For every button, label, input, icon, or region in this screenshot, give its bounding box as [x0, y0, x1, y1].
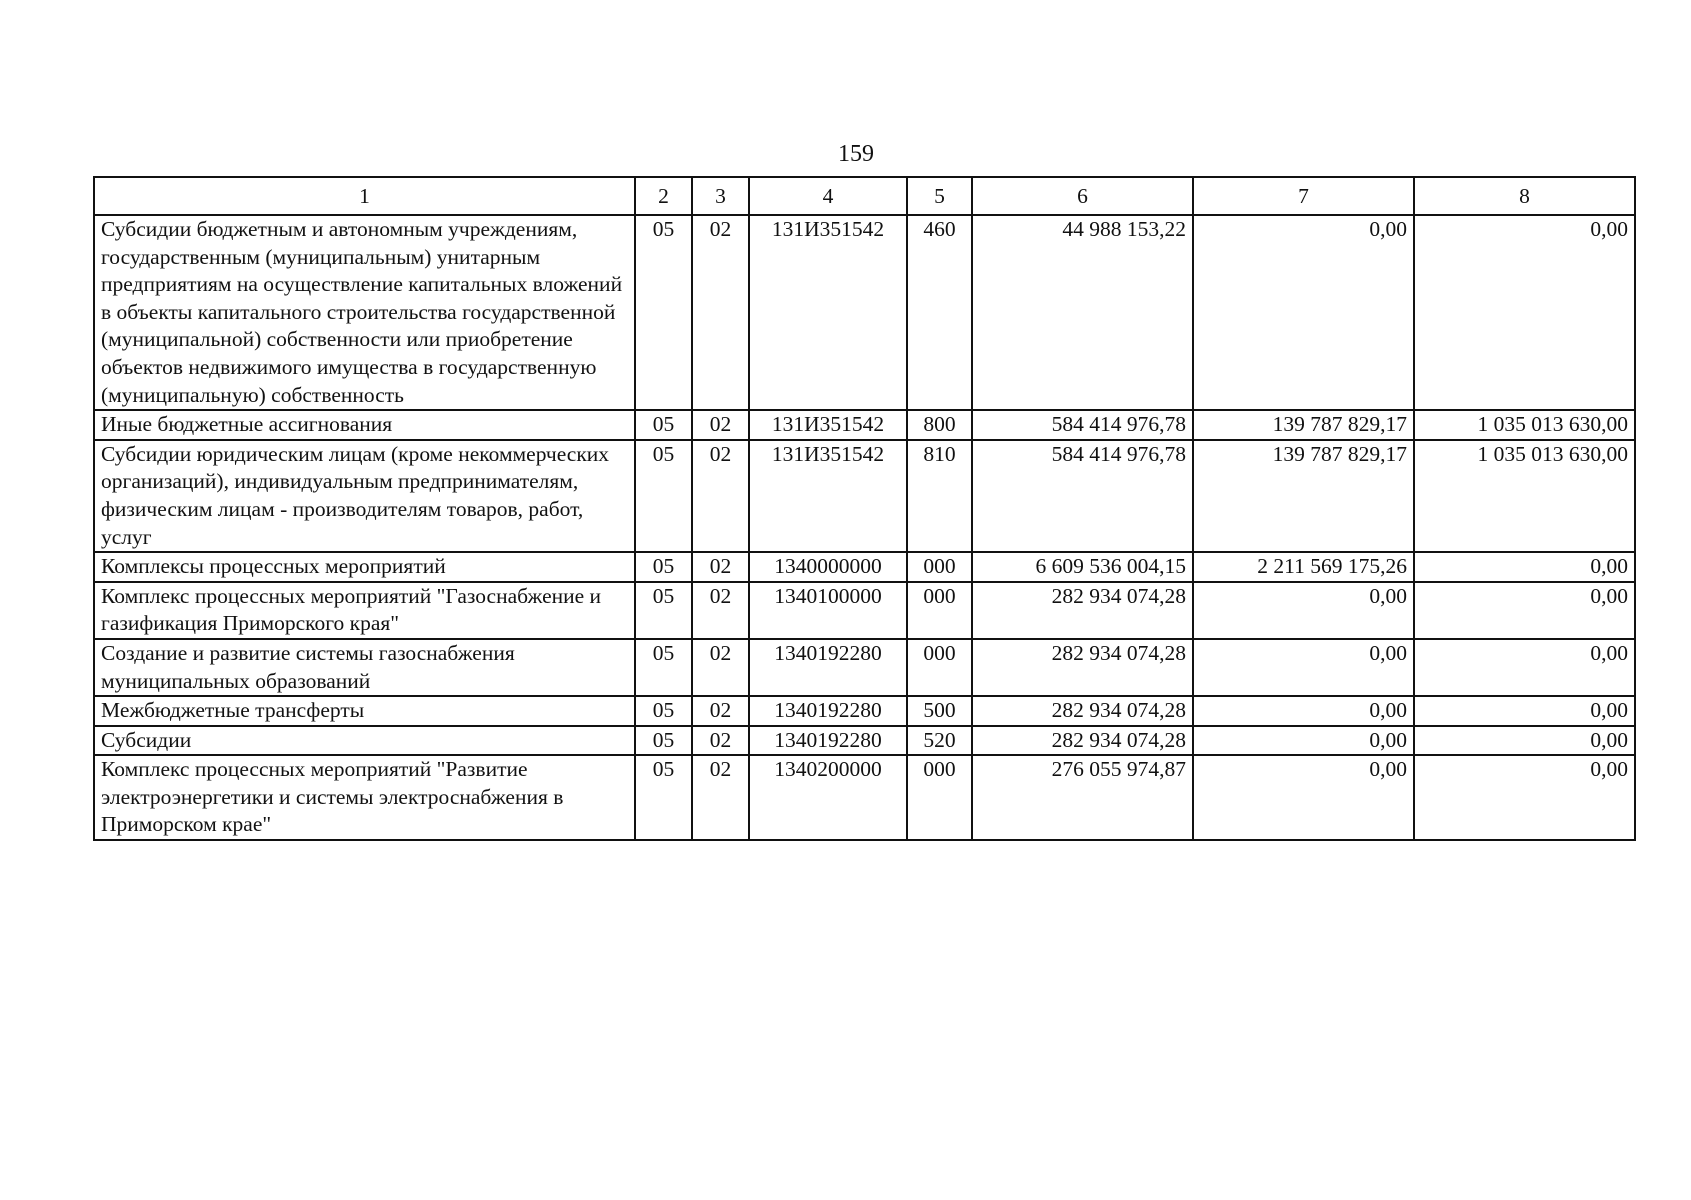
- row-section: 05: [635, 440, 692, 552]
- table-row: [94, 639, 1635, 696]
- row-subsection: 02: [692, 410, 749, 440]
- row-amount-8: 0,00: [1414, 552, 1635, 582]
- table-row: [94, 552, 1635, 582]
- row-name: Комплекс процессных мероприятий "Газоснабжение и газификация Приморского края": [94, 582, 635, 639]
- row-expense-type: 000: [907, 639, 972, 696]
- row-section: 05: [635, 755, 692, 840]
- table-row: [94, 410, 1635, 440]
- table-row: [94, 755, 1635, 840]
- row-amount-7: 139 787 829,17: [1193, 440, 1414, 552]
- row-amount-7: 0,00: [1193, 215, 1414, 410]
- budget-table: [93, 176, 1636, 841]
- header-col-6: 6: [972, 177, 1193, 215]
- header-col-7: 7: [1193, 177, 1414, 215]
- row-expense-type: 520: [907, 726, 972, 756]
- header-col-5: 5: [907, 177, 972, 215]
- page-number: 159: [838, 141, 874, 167]
- row-section: 05: [635, 639, 692, 696]
- table-row: [94, 582, 1635, 639]
- row-amount-7: 0,00: [1193, 639, 1414, 696]
- row-section: 05: [635, 726, 692, 756]
- row-expense-type: 460: [907, 215, 972, 410]
- row-amount-8: 1 035 013 630,00: [1414, 410, 1635, 440]
- table-row: [94, 726, 1635, 756]
- row-target-code: 1340200000: [749, 755, 907, 840]
- row-section: 05: [635, 552, 692, 582]
- row-target-code: 131И351542: [749, 215, 907, 410]
- row-subsection: 02: [692, 639, 749, 696]
- row-amount-7: 0,00: [1193, 755, 1414, 840]
- header-col-2: 2: [635, 177, 692, 215]
- header-col-3: 3: [692, 177, 749, 215]
- table-row: [94, 215, 1635, 410]
- row-name: Субсидии юридическим лицам (кроме некоммерческих организаций), индивидуальным предпринимателям, физическим лицам - производителям товаров, работ, услуг: [94, 440, 635, 552]
- row-expense-type: 800: [907, 410, 972, 440]
- row-expense-type: 500: [907, 696, 972, 726]
- row-amount-6: 6 609 536 004,15: [972, 552, 1193, 582]
- row-section: 05: [635, 582, 692, 639]
- row-amount-8: 0,00: [1414, 755, 1635, 840]
- row-amount-6: 584 414 976,78: [972, 410, 1193, 440]
- row-section: 05: [635, 696, 692, 726]
- row-name: Комплекс процессных мероприятий "Развитие электроэнергетики и системы электроснабжения в Приморском крае": [94, 755, 635, 840]
- row-amount-8: 0,00: [1414, 215, 1635, 410]
- row-name: Комплексы процессных мероприятий: [94, 552, 635, 582]
- row-subsection: 02: [692, 755, 749, 840]
- row-amount-8: 0,00: [1414, 696, 1635, 726]
- row-amount-6: 282 934 074,28: [972, 726, 1193, 756]
- row-expense-type: 000: [907, 755, 972, 840]
- row-expense-type: 810: [907, 440, 972, 552]
- row-amount-8: 1 035 013 630,00: [1414, 440, 1635, 552]
- row-target-code: 1340192280: [749, 639, 907, 696]
- row-name: Субсидии бюджетным и автономным учреждениям, государственным (муниципальным) унитарным предприятиям на осуществление капитальных вложений в объекты капитального строительства государственной (муниципальной) собственности или приобретение объектов недвижимого имущества в государственную (муниципальную) собственность: [94, 215, 635, 410]
- row-section: 05: [635, 410, 692, 440]
- row-target-code: 1340000000: [749, 552, 907, 582]
- row-amount-6: 282 934 074,28: [972, 582, 1193, 639]
- row-expense-type: 000: [907, 582, 972, 639]
- row-name: Создание и развитие системы газоснабжения муниципальных образований: [94, 639, 635, 696]
- row-subsection: 02: [692, 582, 749, 639]
- header-col-1: 1: [94, 177, 635, 215]
- row-target-code: 1340192280: [749, 726, 907, 756]
- header-col-8: 8: [1414, 177, 1635, 215]
- row-target-code: 1340100000: [749, 582, 907, 639]
- row-subsection: 02: [692, 440, 749, 552]
- row-subsection: 02: [692, 726, 749, 756]
- table-row: [94, 440, 1635, 552]
- header-col-4: 4: [749, 177, 907, 215]
- row-name: Иные бюджетные ассигнования: [94, 410, 635, 440]
- table-row: [94, 696, 1635, 726]
- row-amount-8: 0,00: [1414, 582, 1635, 639]
- row-amount-7: 0,00: [1193, 696, 1414, 726]
- row-amount-8: 0,00: [1414, 639, 1635, 696]
- row-amount-6: 44 988 153,22: [972, 215, 1193, 410]
- row-amount-7: 139 787 829,17: [1193, 410, 1414, 440]
- row-amount-7: 0,00: [1193, 582, 1414, 639]
- row-section: 05: [635, 215, 692, 410]
- row-target-code: 1340192280: [749, 696, 907, 726]
- row-amount-8: 0,00: [1414, 726, 1635, 756]
- row-target-code: 131И351542: [749, 440, 907, 552]
- row-amount-6: 276 055 974,87: [972, 755, 1193, 840]
- row-amount-7: 2 211 569 175,26: [1193, 552, 1414, 582]
- row-expense-type: 000: [907, 552, 972, 582]
- row-name: Субсидии: [94, 726, 635, 756]
- row-amount-7: 0,00: [1193, 726, 1414, 756]
- row-subsection: 02: [692, 696, 749, 726]
- row-subsection: 02: [692, 552, 749, 582]
- row-target-code: 131И351542: [749, 410, 907, 440]
- row-name: Межбюджетные трансферты: [94, 696, 635, 726]
- row-subsection: 02: [692, 215, 749, 410]
- row-amount-6: 282 934 074,28: [972, 696, 1193, 726]
- header-row: [94, 177, 1635, 215]
- row-amount-6: 282 934 074,28: [972, 639, 1193, 696]
- row-amount-6: 584 414 976,78: [972, 440, 1193, 552]
